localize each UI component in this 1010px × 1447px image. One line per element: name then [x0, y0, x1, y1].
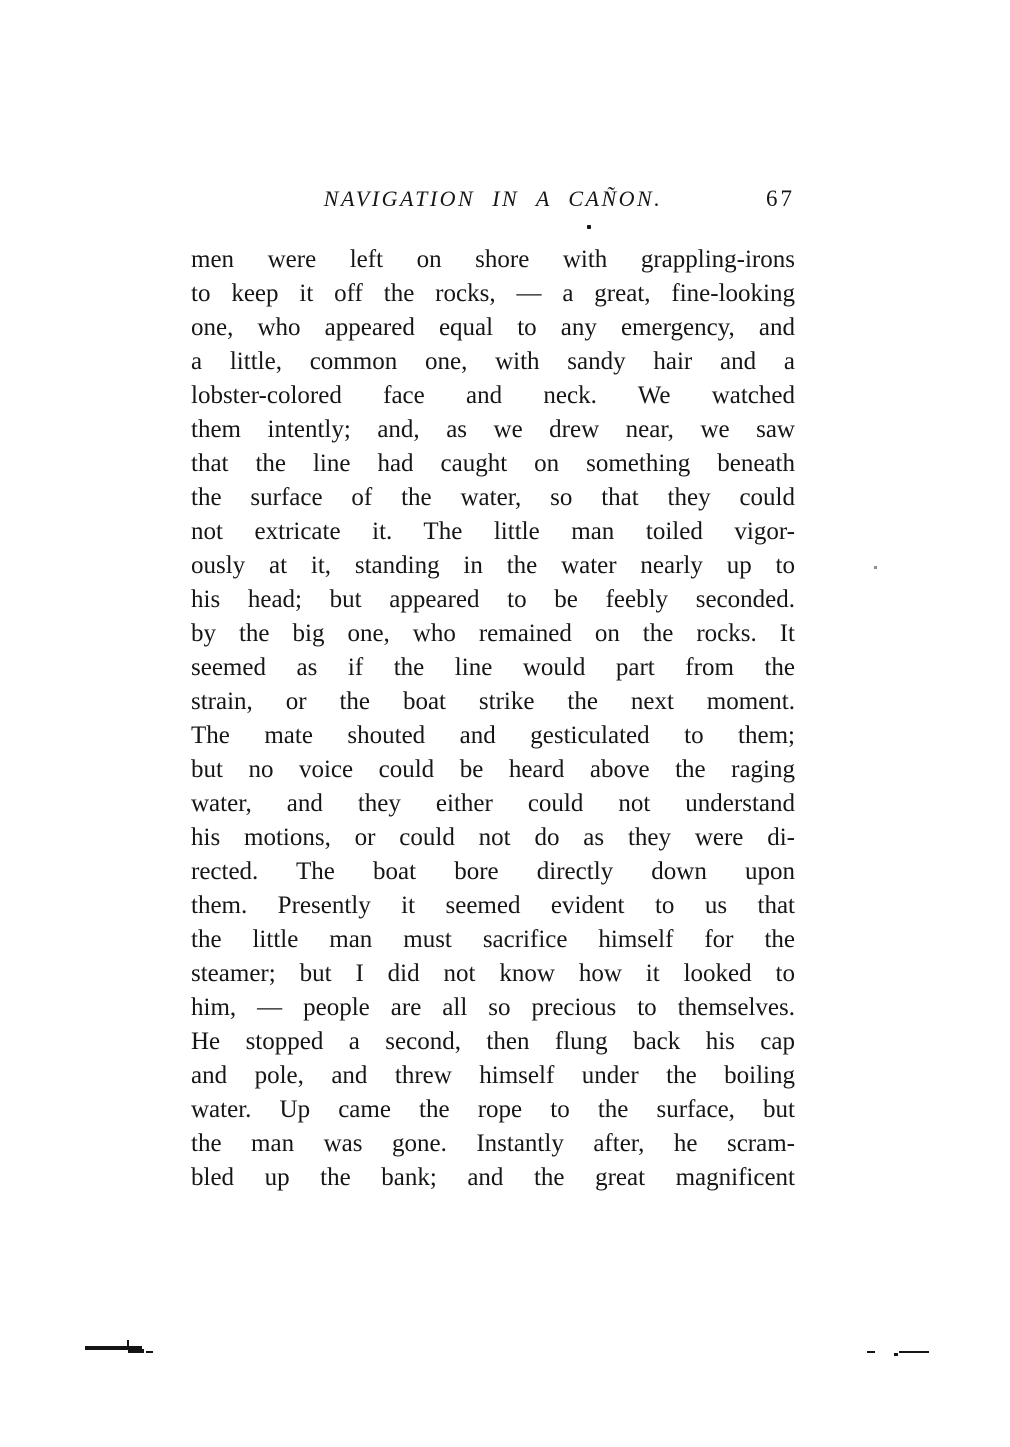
page-number: 67 — [766, 186, 795, 211]
text-line: bled up the bank; and the great magnificent — [191, 1164, 795, 1191]
text-line: his motions, or could not do as they were di- — [191, 824, 795, 851]
text-line: the man was gone. Instantly after, he scram- — [191, 1130, 795, 1157]
text-line: that the line had caught on something beneath — [191, 450, 795, 477]
text-line: the surface of the water, so that they could — [191, 484, 795, 511]
text-line: and pole, and threw himself under the boiling — [191, 1062, 795, 1089]
ink-dot-bottom-right — [894, 1353, 898, 1356]
text-line: He stopped a second, then flung back his cap — [191, 1028, 795, 1055]
text-line: lobster-colored face and neck. We watched — [191, 382, 795, 409]
running-title: NAVIGATION IN A CAÑON. — [323, 186, 663, 211]
text-line: to keep it off the rocks, — a great, fine-looking — [191, 280, 795, 307]
text-line: him, — people are all so precious to themselves. — [191, 994, 795, 1021]
page-header — [191, 184, 795, 216]
ink-smudge-bottom-left-dash — [146, 1351, 153, 1353]
text-line: water. Up came the rope to the surface, but — [191, 1096, 795, 1123]
text-line: rected. The boat bore directly down upon — [191, 858, 795, 885]
ink-smudge-bottom-left-step — [128, 1349, 144, 1353]
text-line: the little man must sacrifice himself for the — [191, 926, 795, 953]
text-line: but no voice could be heard above the raging — [191, 756, 795, 783]
ink-smudge-bottom-left-tick — [127, 1340, 129, 1346]
text-line: men were left on shore with grappling-irons — [191, 246, 795, 273]
ink-line-bottom-right — [899, 1351, 929, 1353]
speck-right-margin — [874, 566, 877, 569]
text-line: them intently; and, as we drew near, we saw — [191, 416, 795, 443]
body-text — [191, 243, 795, 1195]
text-line: The mate shouted and gesticulated to them; — [191, 722, 795, 749]
ink-dash-bottom-right — [867, 1351, 875, 1353]
text-line: ously at it, standing in the water nearly up to — [191, 552, 795, 579]
text-line: seemed as if the line would part from the — [191, 654, 795, 681]
text-line: one, who appeared equal to any emergency, and — [191, 314, 795, 341]
text-line: them. Presently it seemed evident to us that — [191, 892, 795, 919]
ink-dot-below-header — [587, 225, 591, 229]
text-line: by the big one, who remained on the rocks. It — [191, 620, 795, 647]
text-line: steamer; but I did not know how it looked to — [191, 960, 795, 987]
text-line: his head; but appeared to be feebly seconded. — [191, 586, 795, 613]
text-line: a little, common one, with sandy hair and a — [191, 348, 795, 375]
text-line: water, and they either could not understand — [191, 790, 795, 817]
text-line: not extricate it. The little man toiled vigor- — [191, 518, 795, 545]
text-line: strain, or the boat strike the next moment. — [191, 688, 795, 715]
